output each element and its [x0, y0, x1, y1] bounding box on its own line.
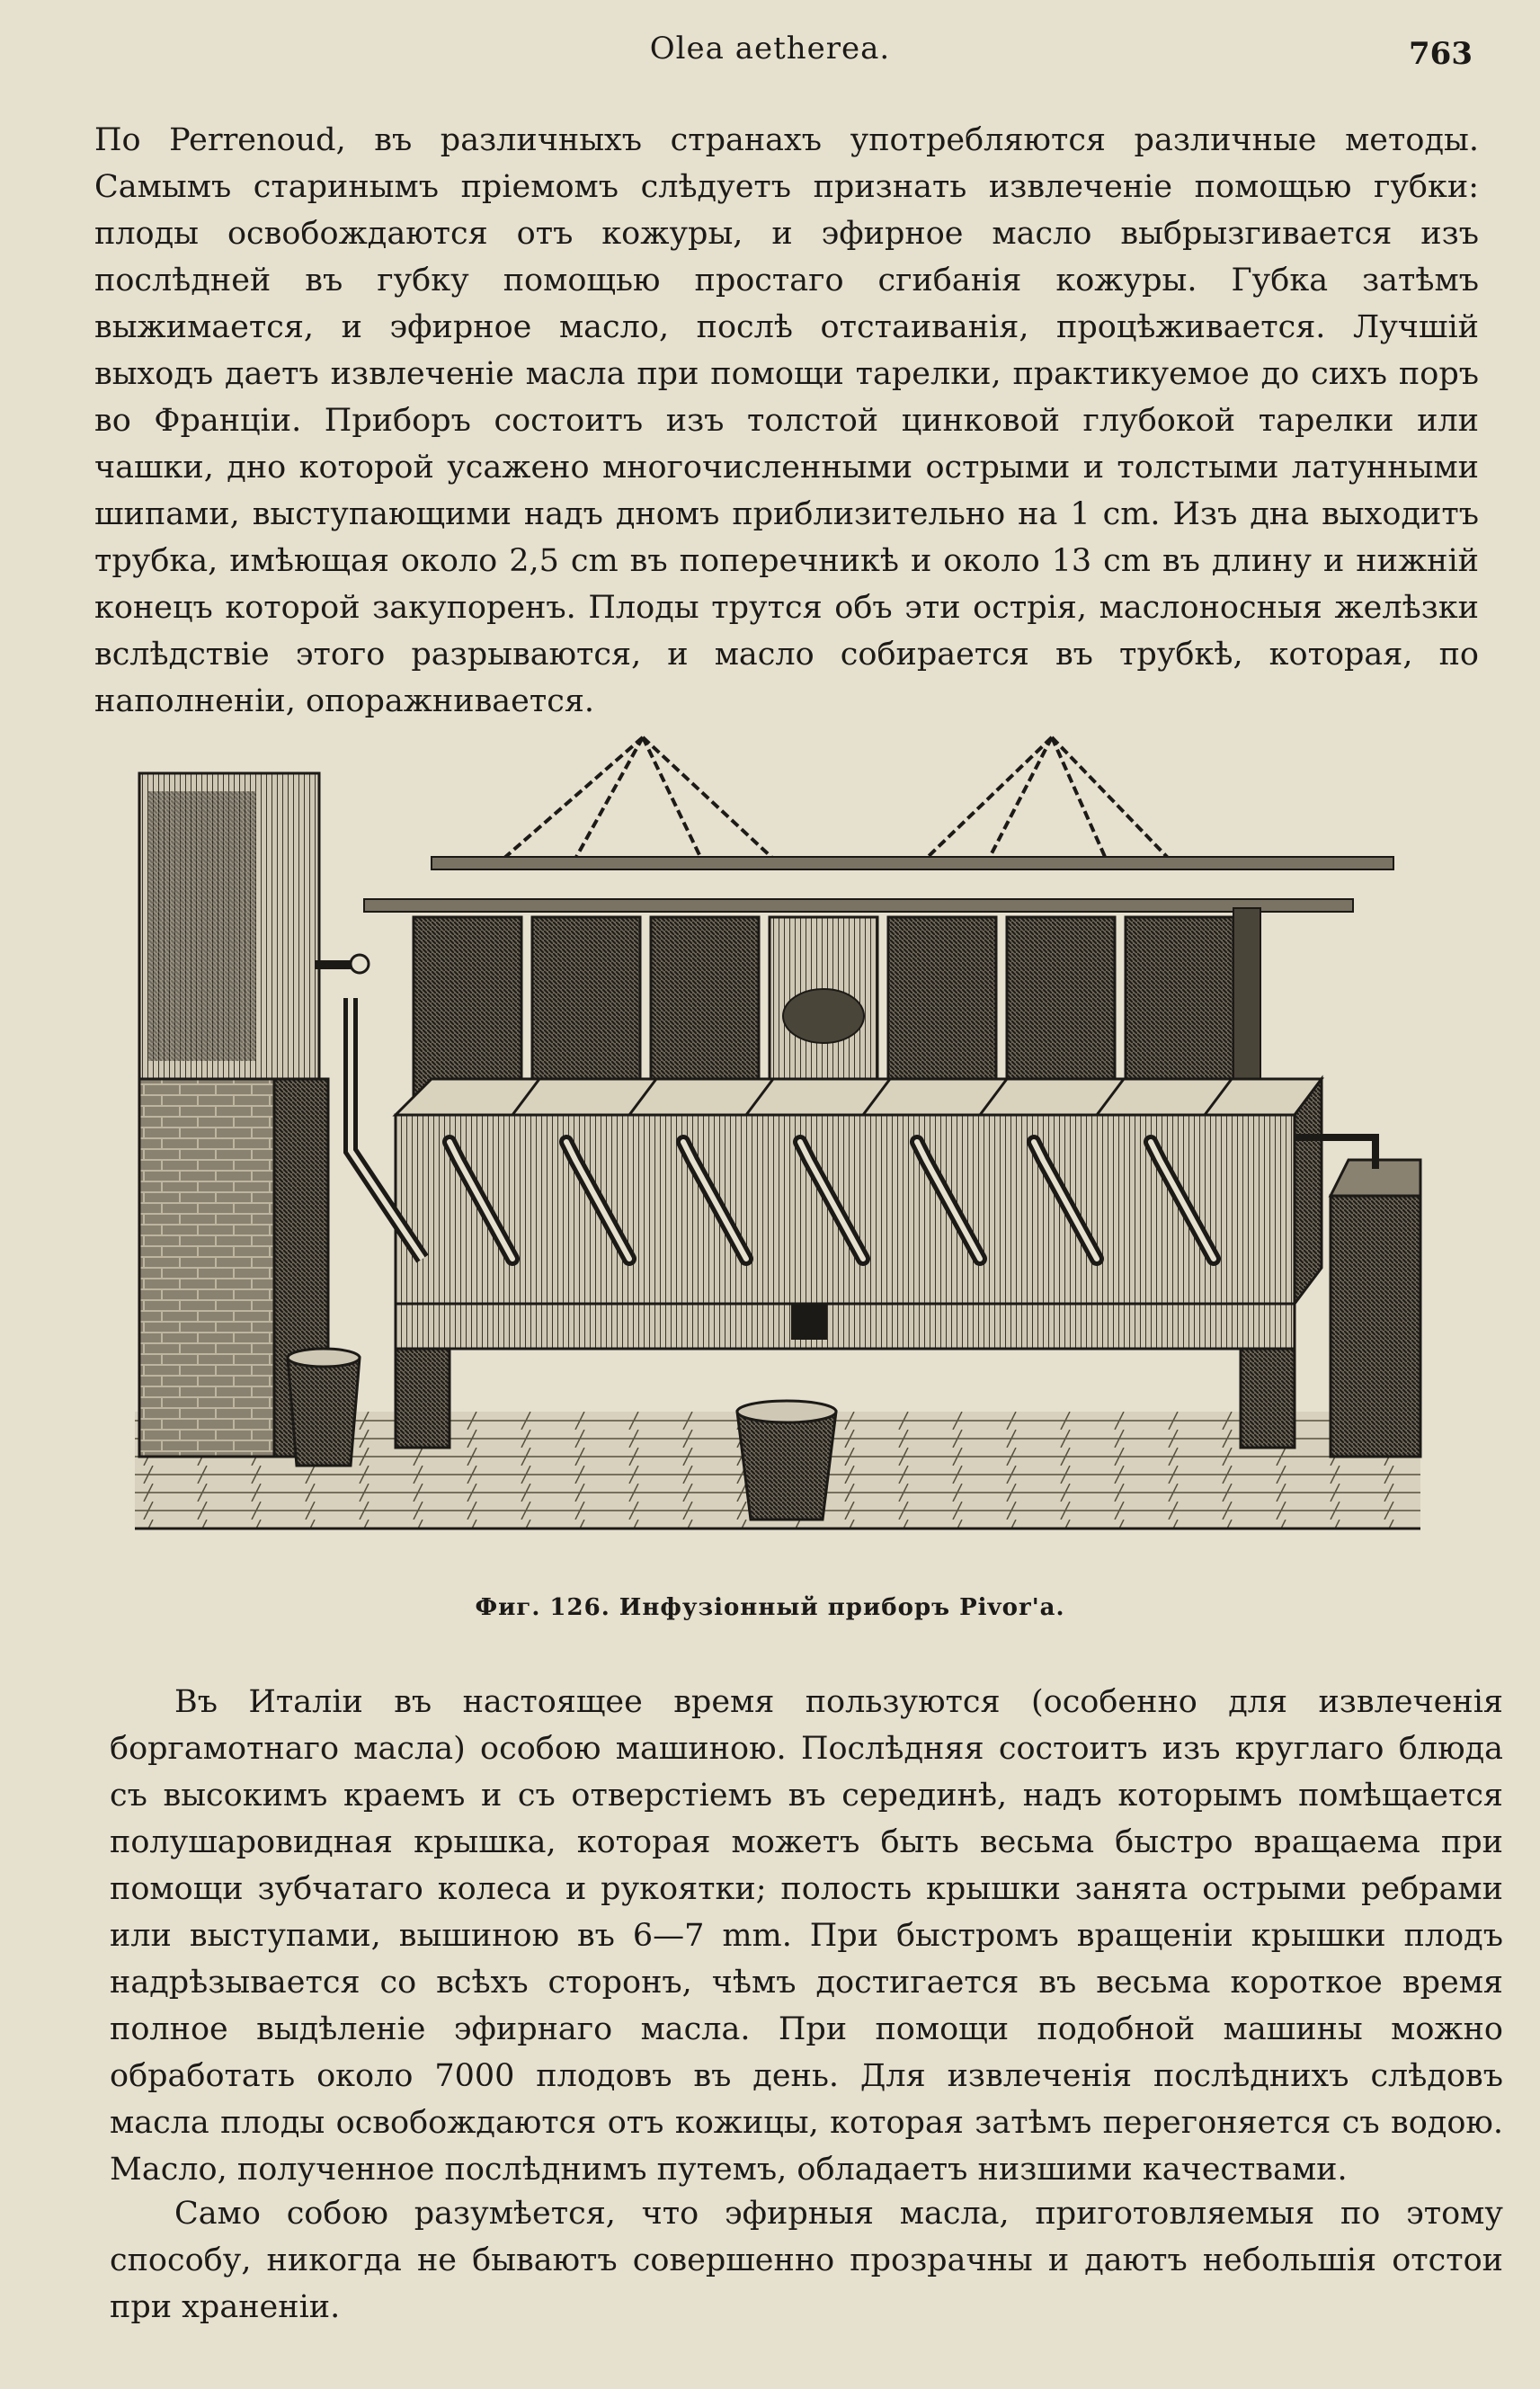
figure-infusion-apparatus: [126, 728, 1438, 1556]
page-number: 763: [1409, 36, 1473, 72]
running-title: Olea aetherea.: [649, 31, 891, 67]
bucket-left: [288, 1349, 360, 1466]
bucket-center: [737, 1401, 836, 1520]
figure-caption: Фиг. 126. Инфузіонный приборъ Pivor'a.: [475, 1594, 1065, 1621]
paragraph-perrenoud: По Perrenoud, въ различныхъ странахъ употребляются различные методы. Самымъ старинымъ пріемомъ слѣдуетъ признать извлеченіе помощью губки: плоды освобождаются отъ кожуры, и эфирное масло выбрызгивается изъ послѣдней въ губку помощью простаго сгибанія кожуры. Губка затѣмъ выжимается, и эфирное масло, послѣ отстаиванія, процѣживается. Лучшій выходъ даетъ извлеченіе масла при помощи тарелки, практикуемое до сихъ поръ во Франціи. Приборъ состоитъ изъ толстой цинковой глубокой тарелки или чашки, дно которой усажено многочисленными острыми и толстыми латунными шипами, выступающими надъ дномъ приблизительно на 1 cm. Изъ дна выходитъ трубка, имѣющая около 2,5 cm въ поперечникѣ и около 13 cm въ длину и нижній конецъ которой закупоренъ. Плоды трутся объ эти острія, маслоносныя желѣзки вслѣдствіе этого разрываются, и масло собирается въ трубкѣ, которая, по наполненіи, опоражнивается.: [94, 122, 1479, 719]
paragraph-italy-machine: Въ Италіи въ настоящее время пользуются (особенно для извлеченія боргамотнаго масла) особою машиною. Послѣдняя состоитъ изъ круглаго блюда съ высокимъ краемъ и съ отверстіемъ въ серединѣ, надъ которымъ помѣщается полушаровидная крышка, которая можетъ быть весьма быстро вращаема при помощи зубчатаго колеса и рукоятки; полость крышки занята острыми ребрами или выступами, вышиною въ 6—7 mm. При быстромъ вращеніи крышки плодъ надрѣзывается со всѣхъ сторонъ, чѣмъ достигается въ весьма короткое время полное выдѣленіе эфирнаго масла. При помощи подобной машины можно обработать около 7000 плодовъ въ день. Для извлеченія послѣднихъ слѣдовъ масла плоды освобождаются отъ кожицы, которая затѣмъ перегоняется съ водою. Масло, полученное послѣднимъ путемъ, обладаетъ низшими качествами.: [110, 1684, 1503, 2188]
sieve-boxes: [414, 908, 1260, 1097]
infusion-apparatus-engraving: [126, 728, 1438, 1556]
running-head: [0, 31, 1540, 85]
paragraph-conclusion: Само собою разумѣется, что эфирныя масла, приготовляемыя по этому способу, никогда не бываютъ совершенно прозрачны и даютъ небольшія отстои при храненіи.: [110, 2196, 1503, 2325]
